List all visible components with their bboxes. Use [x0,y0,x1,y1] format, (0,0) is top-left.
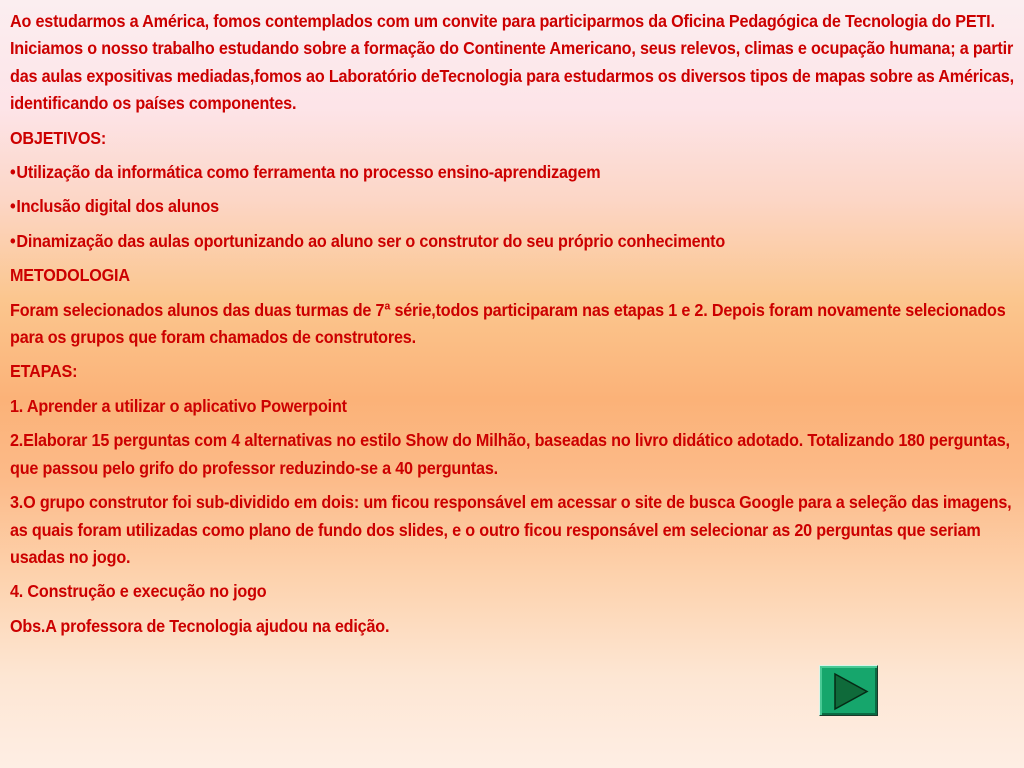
obs-note: Obs.A professora de Tecnologia ajudou na edição. [10,615,390,636]
metodologia-text: Foram selecionados alunos das duas turmas de 7ª série,todos participaram nas etapas 1 e 2. Depois foram novamente selecionados para os grupos que foram chamados de construtores. [10,299,1006,348]
intro-paragraph: Ao estudarmos a América, fomos contemplados com um convite para participarmos da Oficina Pedagógica de Tecnologia do PETI. Iniciamos o nosso trabalho estudando sobre a formação do Continente Americano, seus relevos, climas e ocupação humana; a partir das aulas expositivas mediadas,fomos ao Laboratório deTecnologia para estudarmos os diversos tipos de mapas sobre as Américas, identificando os países componentes. [10,11,1014,114]
etapa-item: 2.Elaborar 15 perguntas com 4 alternativas no estilo Show do Milhão, baseadas no livro didático adotado. Totalizando 180 perguntas, que passou pelo grifo do professor reduzindo-se a 40 perguntas. [10,430,1010,478]
objetivo-item: • Utilização da informática como ferramenta no processo ensino-aprendizagem [10,159,1014,186]
etapas-heading: ETAPAS: [10,361,78,382]
objetivos-heading: OBJETIVOS: [10,127,107,148]
etapa-item: 1. Aprender a utilizar o aplicativo Powerpoint [10,395,347,416]
etapa-item: 3.O grupo construtor foi sub-dividido em dois: um ficou responsável em acessar o site de busca Google para a seleção das imagens, as quais foram utilizadas como plano de fundo dos slides, e o outro ficou responsável em selecionar as 20 perguntas que seriam usadas no jogo. [10,492,1012,567]
metodologia-heading: METODOLOGIA [10,265,130,286]
slide-content [10,8,1014,640]
objetivo-item: • Dinamização das aulas oportunizando ao aluno ser o construtor do seu próprio conhecimento [10,228,1014,255]
play-triangle-icon [820,666,879,717]
next-slide-button[interactable] [819,665,878,716]
etapa-item: 4. Construção e execução no jogo [10,581,267,602]
objetivo-item: • Inclusão digital dos alunos [10,193,1014,220]
